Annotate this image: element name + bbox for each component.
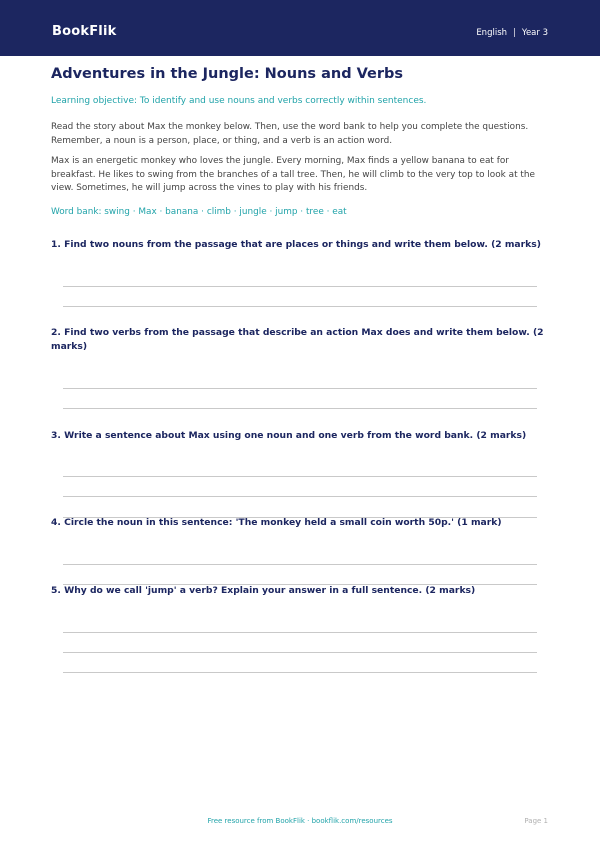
instructions-paragraph: Read the story about Max the monkey below. Then, use the word bank to help you complete the questions. Remember, a noun is a person, place, or thing, and a verb is an action word.: [51, 122, 529, 146]
word-bank: Word bank: swing · Max · banana · climb · jungle · jump · tree · eat: [51, 207, 347, 217]
answer-line[interactable]: [63, 496, 537, 497]
answer-line[interactable]: [63, 476, 537, 477]
footer-credit: Free resource from BookFlik · bookflik.com/resources: [207, 817, 393, 825]
answer-line[interactable]: [63, 632, 537, 633]
subject-label: English: [476, 28, 508, 38]
question-2: 2. Find two verbs from the passage that describe an action Max does and write them below. (2 marks): [51, 327, 544, 352]
worksheet-title: Adventures in the Jungle: Nouns and Verbs: [51, 66, 404, 82]
learning-objective: Learning objective: To identify and use nouns and verbs correctly within sentences.: [51, 96, 427, 106]
header-meta: [476, 28, 548, 38]
answer-line[interactable]: [63, 306, 537, 307]
question-4: 4. Circle the noun in this sentence: 'The monkey held a small coin worth 50p.' (1 mark): [51, 517, 502, 528]
year-label: Year 3: [521, 28, 548, 38]
answer-line[interactable]: [63, 286, 537, 287]
question-1: 1. Find two nouns from the passage that are places or things and write them below. (2 marks): [51, 239, 541, 250]
answer-line[interactable]: [63, 564, 537, 565]
answer-line[interactable]: [63, 652, 537, 653]
header-bar: [0, 0, 600, 56]
meta-separator: |: [513, 28, 516, 38]
page-number: Page 1: [524, 817, 548, 825]
story-paragraph: Max is an energetic monkey who loves the jungle. Every morning, Max finds a yellow banana to eat for breakfast. He likes to swing from the branches of a tall tree. Then, he will climb to the very top to look at the view. Sometimes, he will jump across the vines to play with his friends.: [51, 156, 535, 193]
answer-line[interactable]: [63, 672, 537, 673]
answer-line[interactable]: [63, 408, 537, 409]
question-3: 3. Write a sentence about Max using one noun and one verb from the word bank. (2 marks): [51, 430, 527, 441]
brand-logo: BookFlik: [52, 24, 117, 39]
answer-line[interactable]: [63, 388, 537, 389]
question-5: 5. Why do we call 'jump' a verb? Explain your answer in a full sentence. (2 marks): [51, 585, 476, 596]
